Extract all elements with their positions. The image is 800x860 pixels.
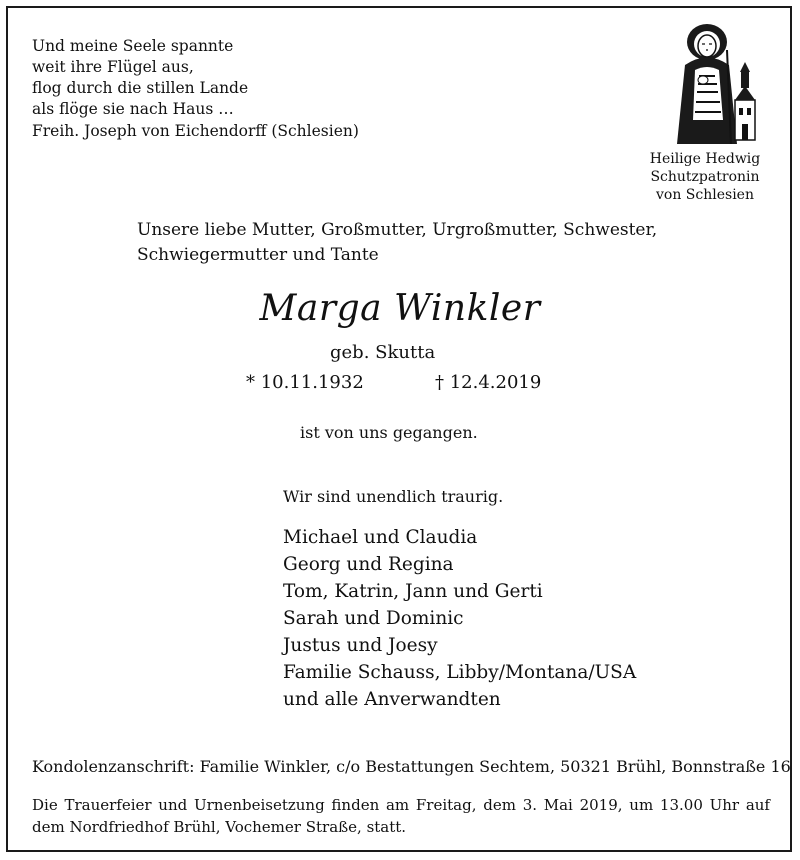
passed-text: ist von uns gegangen. <box>300 423 478 442</box>
mourners-list <box>283 524 636 713</box>
saint-caption-line: von Schlesien <box>656 187 754 203</box>
saint-caption-line: Schutzpatronin <box>650 169 760 185</box>
poem-line: als flöge sie nach Haus … <box>32 100 234 118</box>
intro-line: Schwiegermutter und Tante <box>137 245 379 265</box>
mourner-entry: Georg und Regina <box>283 554 454 575</box>
maiden-name: geb. Skutta <box>330 342 436 363</box>
saint-caption <box>620 150 790 204</box>
birth-date: * 10.11.1932 <box>246 372 364 393</box>
poem-line: flog durch die stillen Lande <box>32 79 249 97</box>
mourner-entry: Michael und Claudia <box>283 527 478 548</box>
saint-hedwig-image <box>665 20 765 144</box>
condolence-address: Kondolenzanschrift: Familie Winkler, c/o Bestattungen Sechtem, 50321 Brühl, Bonnstraße 16 <box>32 757 791 776</box>
funeral-info: Die Trauerfeier und Urnenbeisetzung finden am Freitag, dem 3. Mai 2019, um 13.00 Uhr auf dem Nordfriedhof Brühl, Vochemer Straße, statt. <box>32 796 770 836</box>
death-date: † 12.4.2019 <box>435 372 542 393</box>
intro-line: Unsere liebe Mutter, Großmutter, Urgroßmutter, Schwester, <box>137 220 658 240</box>
mourner-entry: und alle Anverwandten <box>283 689 501 710</box>
mourner-entry: Familie Schauss, Libby/Montana/USA <box>283 662 637 683</box>
deceased-name: Marga Winkler <box>259 288 541 329</box>
mourner-entry: Sarah und Dominic <box>283 608 464 629</box>
poem <box>32 36 248 120</box>
mourner-entry: Justus und Joesy <box>283 635 438 656</box>
mourner-entry: Tom, Katrin, Jann und Gerti <box>283 581 543 602</box>
mourners-intro: Wir sind unendlich traurig. <box>283 487 504 506</box>
notice-intro <box>137 218 657 268</box>
poem-line: Und meine Seele spannte <box>32 37 234 55</box>
poem-author: Freih. Joseph von Eichendorff (Schlesien) <box>32 122 359 140</box>
saint-caption-line: Heilige Hedwig <box>649 151 761 167</box>
poem-line: weit ihre Flügel aus, <box>32 58 194 76</box>
